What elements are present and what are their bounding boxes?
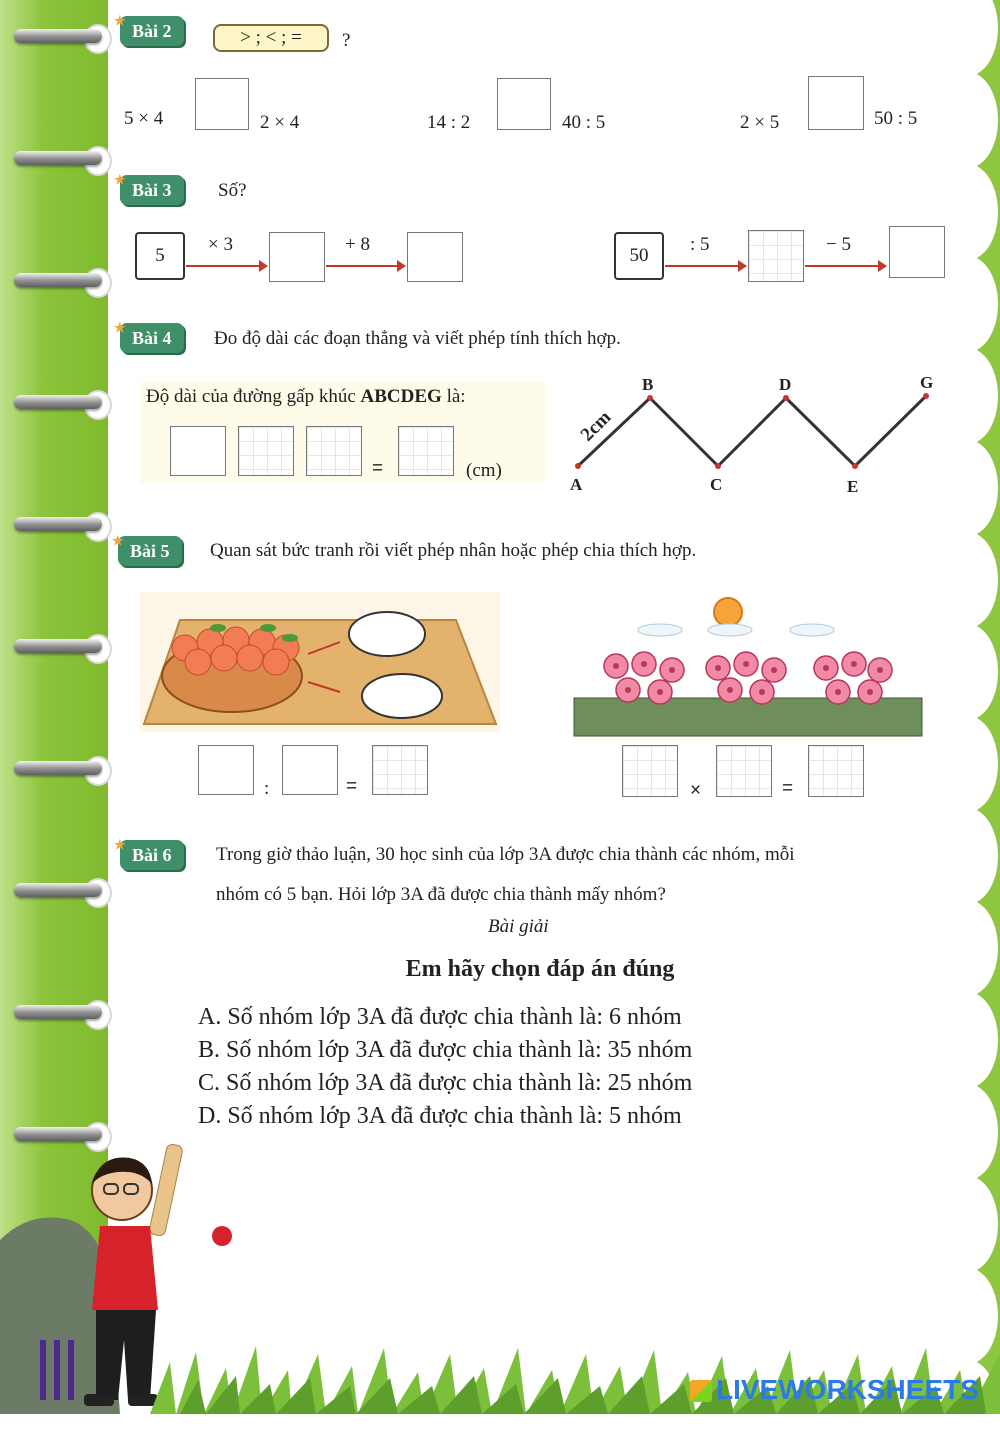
bai4-polyline-name: ABCDEG: [360, 386, 442, 407]
scallop-shape: [938, 532, 998, 628]
bai5-div-box-3[interactable]: [372, 745, 428, 795]
spiral-ring-icon: [6, 634, 110, 664]
cricket-stumps-icon: [40, 1340, 74, 1400]
bai4-answer-box-4[interactable]: [398, 426, 454, 476]
spiral-ring-icon: [6, 512, 110, 542]
point-g: [923, 393, 929, 399]
chain1-start-value: 5: [155, 245, 165, 266]
bai6-badge-label: Bài 6: [132, 845, 172, 865]
bai5-div-operator: :: [264, 778, 270, 799]
chain1-answer-box-1[interactable]: [269, 232, 325, 282]
quiz-option-b[interactable]: B. Số nhóm lớp 3A đã được chia thành là: 35 nhóm: [198, 1037, 693, 1063]
bai4-unit: (cm): [466, 460, 502, 481]
point-c: [715, 463, 721, 469]
bai3-badge-label: Bài 3: [132, 180, 172, 200]
point-d: [783, 395, 789, 401]
spiral-ring-icon: [6, 390, 110, 420]
bai2-question-mark: ?: [342, 30, 351, 51]
bai2-left-1: 5 × 4: [124, 108, 164, 129]
chain2-start-value: 50: [629, 245, 649, 266]
quiz-option-c[interactable]: C. Số nhóm lớp 3A đã được chia thành là: 25 nhóm: [198, 1070, 693, 1096]
bai2-left-3: 2 × 5: [740, 112, 780, 133]
comparison-symbols-box: [213, 24, 329, 52]
bai2-answer-box-1[interactable]: [195, 78, 249, 130]
bai4-badge-label: Bài 4: [132, 328, 172, 348]
scallop-shape: [938, 256, 998, 352]
bai5-mul-box-1[interactable]: [622, 745, 678, 797]
spiral-ring-icon: [6, 146, 110, 176]
bai5-mul-equals: =: [782, 778, 794, 799]
scallop-shape: [938, 716, 998, 812]
ring-wire: [14, 395, 102, 409]
quiz-prompt: Em hãy chọn đáp án đúng: [405, 956, 675, 982]
chain2-answer-box-1[interactable]: [748, 230, 804, 282]
ring-wire: [14, 273, 102, 287]
scallop-shape: [938, 808, 998, 904]
label-a: A: [570, 475, 583, 494]
plate-icon: [362, 674, 442, 718]
chain1-op1: × 3: [208, 234, 233, 255]
chain2-start-box: [614, 232, 664, 280]
bai4-badge: [114, 320, 184, 353]
bai4-statement-prefix: Độ dài của đường gấp khúc: [146, 386, 361, 407]
star-icon: ★: [112, 533, 124, 548]
bai4-statement: [146, 386, 466, 408]
bottom-decoration: [0, 1140, 1000, 1414]
bai5-badge-label: Bài 5: [130, 541, 170, 561]
spiral-ring-icon: [6, 878, 110, 908]
chain2-answer-box-2[interactable]: [889, 226, 945, 278]
liveworksheets-logo: [690, 1374, 979, 1406]
chain1-op2: + 8: [345, 234, 370, 255]
liveworksheets-logo-icon: [690, 1380, 712, 1402]
segment-ab-length: 2cm: [576, 406, 616, 446]
label-e: E: [847, 477, 859, 496]
orange-basket-picture: [140, 592, 500, 732]
chain2-op1: : 5: [690, 234, 710, 255]
scallop-shape: [938, 164, 998, 260]
bai5-div-box-1[interactable]: [198, 745, 254, 795]
plate-icon: [349, 612, 425, 656]
ring-wire: [14, 29, 102, 43]
ring-wire: [14, 151, 102, 165]
sun-icon: [714, 598, 742, 626]
flower-icon: [706, 652, 786, 704]
spiral-ring-icon: [6, 1000, 110, 1030]
chain1-answer-box-2[interactable]: [407, 232, 463, 282]
bai2-right-1: 2 × 4: [260, 112, 300, 133]
bai4-answer-box-2[interactable]: [238, 426, 294, 476]
arrow-icon: [665, 265, 745, 267]
bai6-badge: [114, 837, 184, 870]
ring-wire: [14, 1005, 102, 1019]
star-icon: ★: [114, 13, 126, 28]
bai5-mul-operator: ×: [690, 780, 702, 801]
chain2-op2: − 5: [826, 234, 851, 255]
spiral-ring-icon: [6, 268, 110, 298]
point-b: [647, 395, 653, 401]
flower-icon: [604, 652, 684, 704]
ring-wire: [14, 517, 102, 531]
bai2-answer-box-3[interactable]: [808, 76, 864, 130]
bai3-question: Số?: [218, 180, 247, 201]
polyline-abcdeg: [578, 396, 926, 466]
ring-wire: [14, 761, 102, 775]
bai5-badge: [112, 533, 182, 566]
spiral-ring-icon: [6, 756, 110, 786]
bai5-instruction: Quan sát bức tranh rồi viết phép nhân hoặc phép chia thích hợp.: [210, 540, 697, 561]
bai4-answer-box-3[interactable]: [306, 426, 362, 476]
star-icon: ★: [114, 320, 126, 335]
chain1-start-box: [135, 232, 185, 280]
bai6-problem-line-2: nhóm có 5 bạn. Hỏi lớp 3A đã được chia thành mấy nhóm?: [216, 884, 666, 905]
spiral-ring-icon: [6, 24, 110, 54]
quiz-option-d[interactable]: D. Số nhóm lớp 3A đã được chia thành là: 5 nhóm: [198, 1103, 682, 1129]
arrow-icon: [805, 265, 885, 267]
ring-wire: [14, 639, 102, 653]
bai5-div-box-2[interactable]: [282, 745, 338, 795]
bai2-badge-label: Bài 2: [132, 21, 172, 41]
arrow-icon: [326, 265, 404, 267]
bai2-right-3: 50 : 5: [874, 108, 918, 129]
scallop-shape: [938, 992, 998, 1088]
flower-icon: [814, 652, 892, 704]
cricket-ball-icon: [212, 1226, 232, 1246]
bai2-badge: [114, 13, 184, 46]
ring-wire: [14, 883, 102, 897]
liveworksheets-brand: LIVEWORKSHEETS: [716, 1374, 979, 1405]
star-icon: ★: [114, 837, 126, 852]
star-icon: ★: [114, 172, 126, 187]
label-c: C: [710, 475, 723, 494]
scallop-shape: [938, 624, 998, 720]
bai2-right-2: 40 : 5: [562, 112, 606, 133]
label-b: B: [642, 375, 654, 394]
flowers-picture: [572, 590, 924, 740]
bai3-badge: [114, 172, 184, 205]
bai4-statement-suffix: là:: [441, 386, 466, 407]
point-e: [852, 463, 858, 469]
bai6-solution-label: Bài giải: [488, 916, 549, 937]
label-g: G: [920, 373, 934, 392]
bai5-div-equals: =: [346, 776, 358, 797]
comparison-symbols: > ; < ; =: [240, 27, 302, 48]
flower-groups: [604, 652, 892, 704]
quiz-option-a[interactable]: A. Số nhóm lớp 3A đã được chia thành là: 6 nhóm: [198, 1004, 682, 1030]
polyline-figure: [560, 370, 960, 500]
label-d: D: [779, 375, 792, 394]
scallop-shape: [938, 72, 998, 168]
bai4-equals: =: [372, 458, 384, 479]
arrow-icon: [186, 265, 266, 267]
bai4-instruction: Đo độ dài các đoạn thẳng và viết phép tính thích hợp.: [214, 328, 621, 349]
bai2-left-2: 14 : 2: [427, 112, 471, 133]
ring-wire: [14, 1127, 102, 1141]
bai5-mul-box-2[interactable]: [716, 745, 772, 797]
point-a: [575, 463, 581, 469]
bai2-answer-box-2[interactable]: [497, 78, 551, 130]
bai4-answer-box-1[interactable]: [170, 426, 226, 476]
bai5-mul-box-3[interactable]: [808, 745, 864, 797]
bai6-problem-line-1: Trong giờ thảo luận, 30 học sinh của lớp 3A được chia thành các nhóm, mỗi: [216, 844, 795, 865]
